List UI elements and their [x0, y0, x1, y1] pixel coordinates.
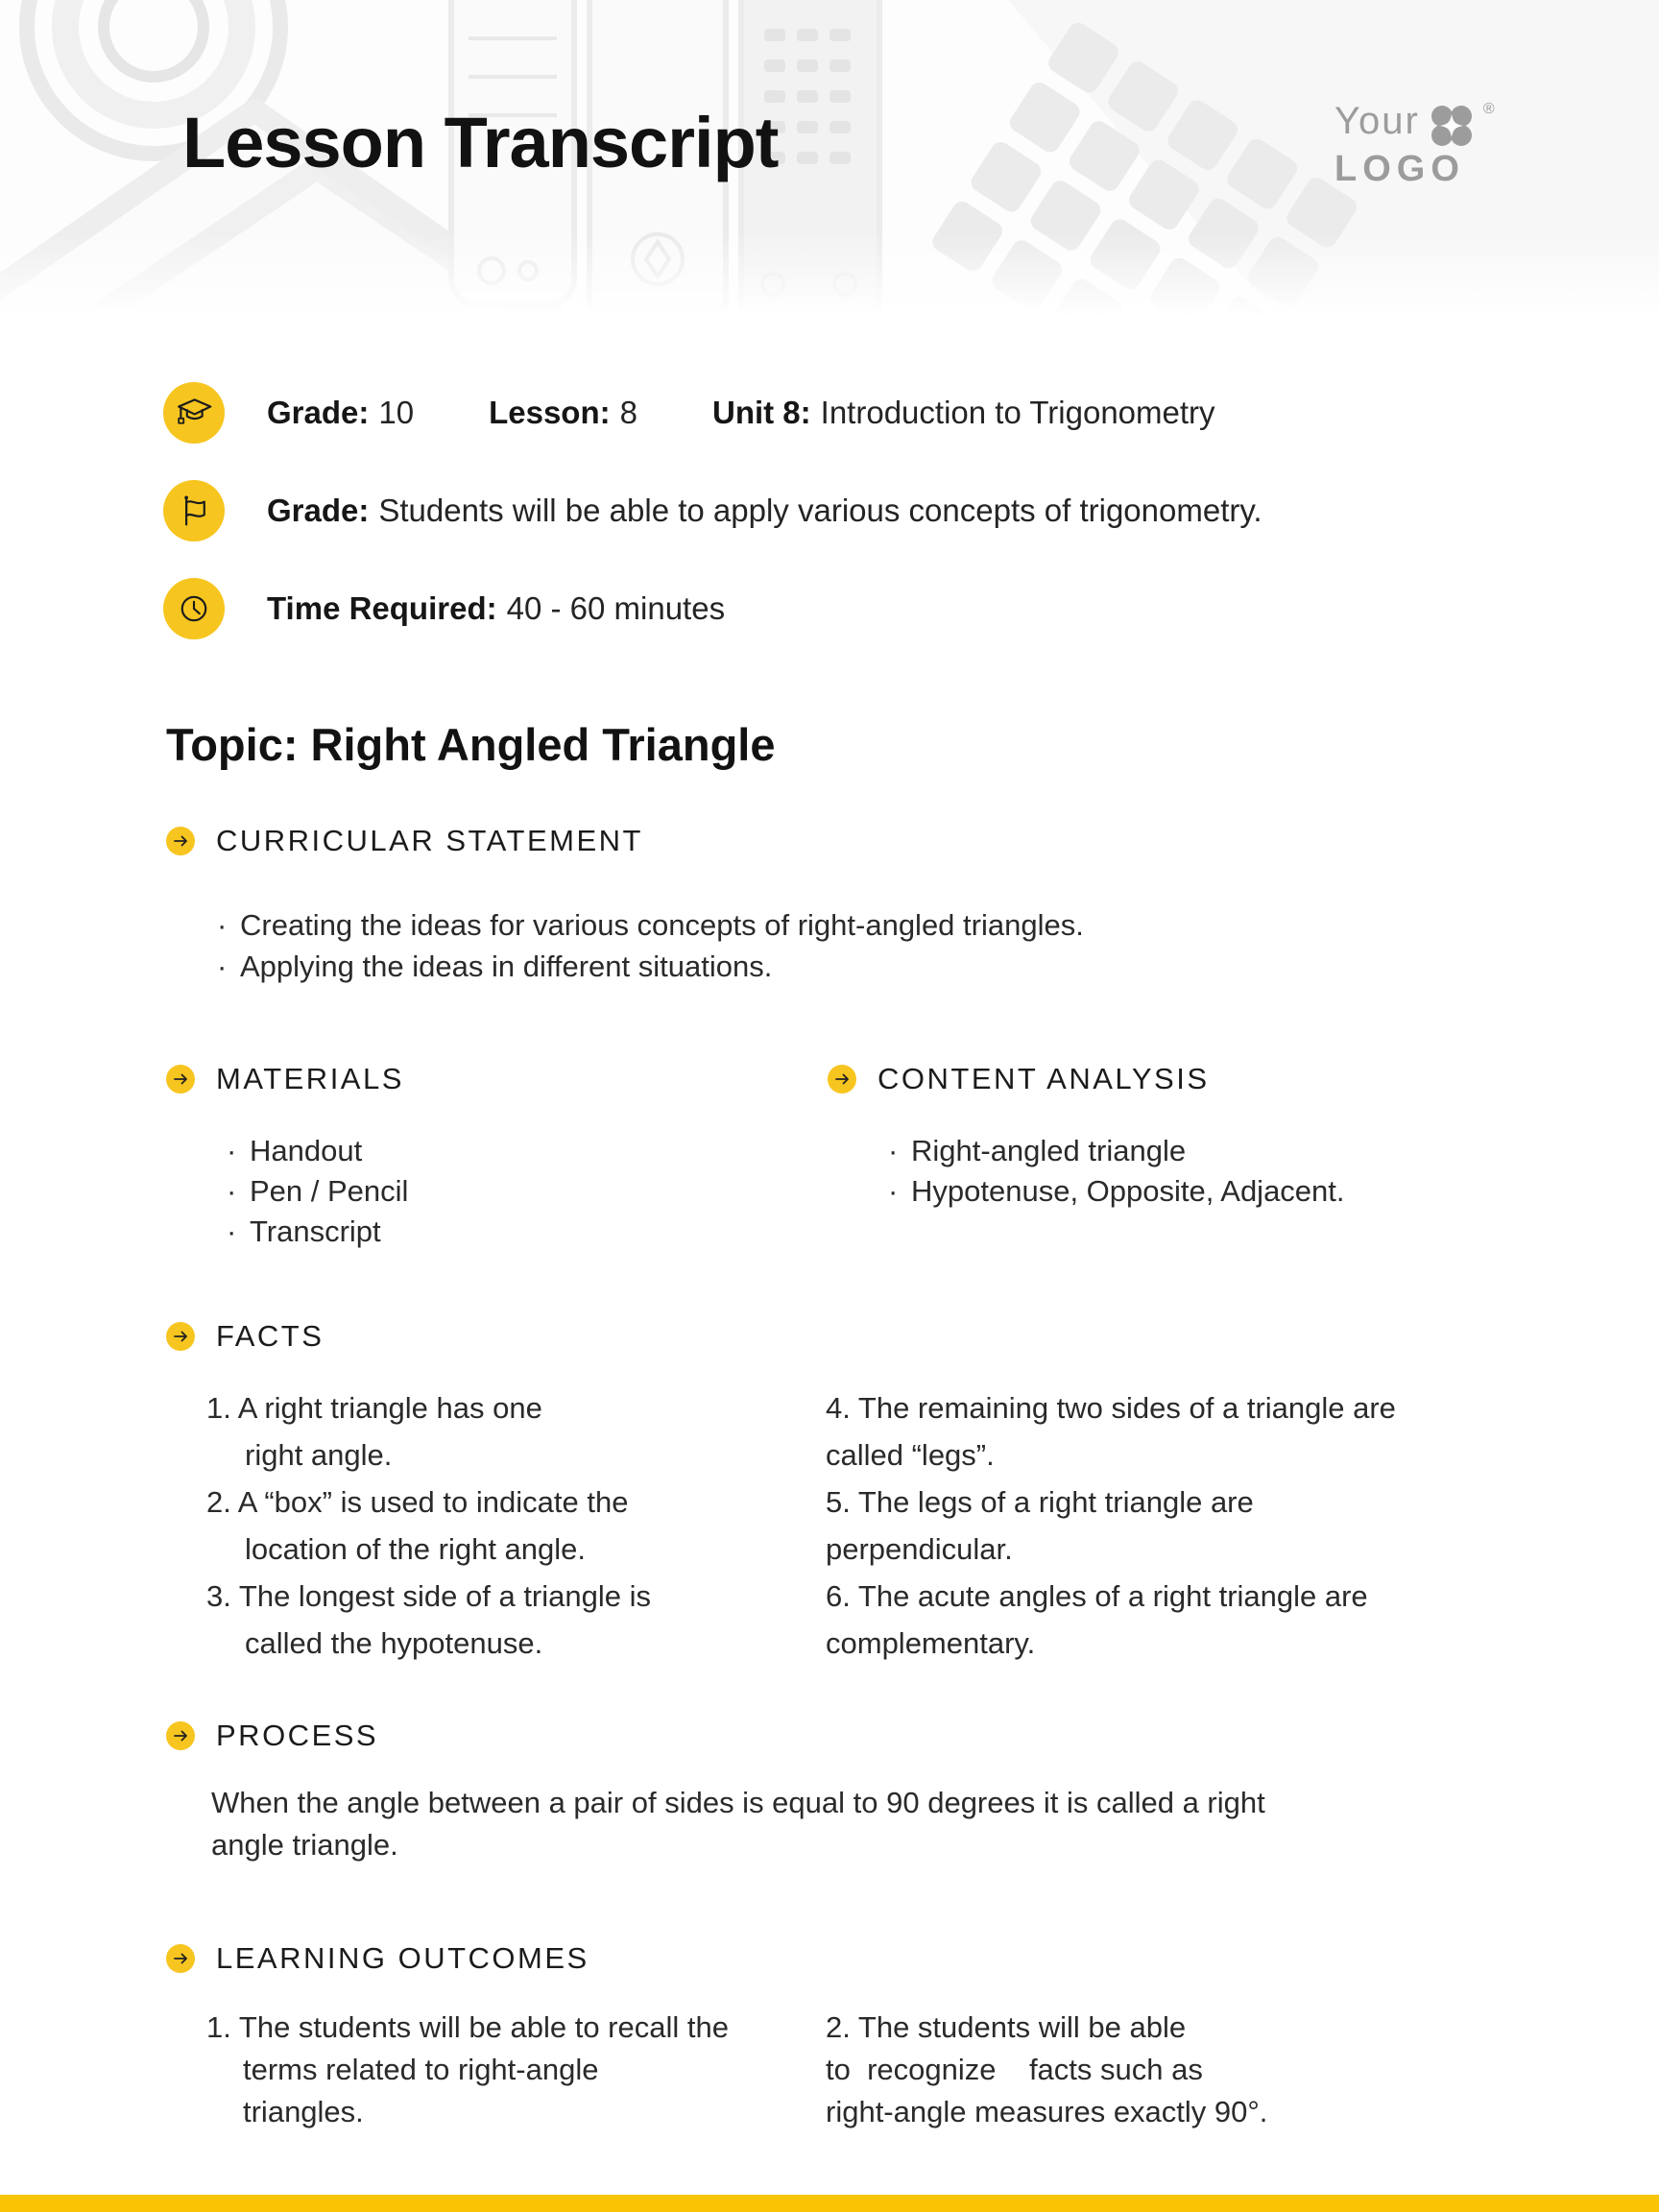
- fact-item-line: 5. The legs of a right triangle are: [826, 1485, 1254, 1519]
- list-item: [888, 1131, 1345, 1171]
- logo-word-logo: LOGO: [1334, 149, 1465, 189]
- meta-grade-label: Grade:: [267, 395, 370, 430]
- section-header-learning-outcomes: [166, 1943, 589, 1974]
- bullet-text: Handout: [250, 1134, 363, 1167]
- fact-item-line: 2. A “box” is used to indicate the: [206, 1485, 629, 1519]
- bullet-text: Pen / Pencil: [250, 1174, 409, 1208]
- materials-bullet-list: [227, 1131, 408, 1252]
- bullet-icon: ·: [227, 1134, 237, 1167]
- section-title: CONTENT ANALYSIS: [878, 1062, 1210, 1095]
- bullet-text: Hypotenuse, Opposite, Adjacent.: [911, 1174, 1345, 1208]
- meta-time: [267, 590, 725, 627]
- section-header-facts: [166, 1321, 324, 1352]
- meta-lesson-value: 8: [619, 395, 637, 430]
- section-title: FACTS: [216, 1319, 325, 1353]
- list-item: [227, 1171, 408, 1212]
- meta-goal-value: Students will be able to apply various concepts of trigonometry.: [378, 493, 1262, 528]
- logo-word-your: Your: [1334, 100, 1420, 142]
- facts-column-right: [826, 1384, 1396, 1667]
- fact-item-line: called “legs”.: [826, 1438, 995, 1472]
- flag-icon: [163, 480, 225, 541]
- meta-goal: [267, 493, 1262, 529]
- fact-item-line: perpendicular.: [826, 1532, 1013, 1566]
- fact-item-line: location of the right angle.: [245, 1532, 587, 1566]
- meta-time-value: 40 - 60 minutes: [506, 590, 726, 626]
- arrow-right-icon: [166, 827, 195, 855]
- section-header-process: [166, 1720, 378, 1751]
- paragraph-line: When the angle between a pair of sides is equal to 90 degrees it is called a right: [211, 1786, 1265, 1819]
- process-paragraph: [211, 1782, 1265, 1866]
- meta-lesson: [489, 395, 637, 431]
- list-item: [227, 1131, 408, 1171]
- graduation-cap-icon: [163, 382, 225, 444]
- bullet-text: Transcript: [250, 1214, 381, 1248]
- meta-unit-label: Unit 8:: [711, 395, 811, 430]
- bullet-icon: ·: [217, 908, 228, 942]
- bullet-text: Applying the ideas in different situations.: [240, 950, 773, 983]
- content-analysis-bullet-list: [888, 1131, 1345, 1212]
- meta-unit: [712, 395, 1215, 431]
- meta-unit-value: Introduction to Trigonometry: [820, 395, 1215, 430]
- list-item: [888, 1171, 1345, 1212]
- section-header-materials: [166, 1064, 404, 1094]
- learning-outcomes-column-right: [826, 2007, 1267, 2133]
- arrow-right-icon: [166, 1322, 195, 1351]
- section-title: LEARNING OUTCOMES: [216, 1941, 589, 1975]
- topic-heading: Topic: Right Angled Triangle: [166, 719, 776, 770]
- fact-item-line: 6. The acute angles of a right triangle are: [826, 1579, 1368, 1613]
- bullet-text: Right-angled triangle: [911, 1134, 1187, 1167]
- meta-row-time: [163, 578, 725, 639]
- list-item: [217, 904, 1084, 946]
- section-title: CURRICULAR STATEMENT: [216, 824, 643, 857]
- meta-lesson-label: Lesson:: [489, 395, 611, 430]
- fact-item-line: 1. A right triangle has one: [206, 1391, 542, 1425]
- arrow-right-icon: [166, 1944, 195, 1973]
- clock-icon: [163, 578, 225, 639]
- outcome-line: 2. The students will be able: [826, 2010, 1187, 2044]
- fact-item-line: called the hypotenuse.: [245, 1626, 543, 1660]
- paragraph-line: angle triangle.: [211, 1828, 398, 1862]
- meta-grade: [267, 395, 414, 431]
- fact-item-line: right angle.: [245, 1438, 393, 1472]
- bullet-icon: ·: [227, 1174, 237, 1208]
- facts-column-left: [206, 1384, 651, 1667]
- meta-text: [267, 590, 725, 627]
- section-title: MATERIALS: [216, 1062, 404, 1095]
- brand-logo: [1334, 102, 1565, 188]
- outcome-line: terms related to right-angle: [243, 2053, 599, 2086]
- outcome-line: 1. The students will be able to recall the: [206, 2010, 729, 2044]
- bottom-accent-bar: [0, 2195, 1659, 2212]
- list-item: [227, 1212, 408, 1252]
- learning-outcomes-column-left: [206, 2007, 729, 2133]
- fact-item-line: complementary.: [826, 1626, 1036, 1660]
- arrow-right-icon: [166, 1065, 195, 1094]
- bullet-icon: ·: [888, 1174, 899, 1208]
- bullet-icon: ·: [217, 950, 228, 983]
- logo-mark-icon: [1430, 104, 1474, 148]
- bullet-text: Creating the ideas for various concepts of right-angled triangles.: [240, 908, 1084, 942]
- curricular-bullet-list: [217, 904, 1084, 987]
- meta-row-goal: [163, 480, 1262, 541]
- section-header-curricular-statement: [166, 826, 643, 856]
- meta-goal-label: Grade:: [267, 493, 370, 528]
- page-title: Lesson Transcript: [182, 103, 779, 182]
- bullet-icon: ·: [888, 1134, 899, 1167]
- meta-time-label: Time Required:: [267, 590, 497, 626]
- fact-item-line: 3. The longest side of a triangle is: [206, 1579, 651, 1613]
- section-header-content-analysis: [828, 1064, 1210, 1094]
- meta-row-grade-lesson-unit: [163, 382, 1215, 444]
- fact-item-line: 4. The remaining two sides of a triangle are: [826, 1391, 1396, 1425]
- registered-trademark: ®: [1482, 101, 1495, 117]
- list-item: [217, 946, 1084, 987]
- section-title: PROCESS: [216, 1719, 379, 1752]
- bullet-icon: ·: [227, 1214, 237, 1248]
- outcome-line: to recognize facts such as: [826, 2053, 1203, 2086]
- arrow-right-icon: [166, 1721, 195, 1750]
- outcome-line: right-angle measures exactly 90°.: [826, 2095, 1268, 2128]
- meta-text: [267, 493, 1262, 529]
- meta-text: [267, 395, 1215, 431]
- meta-grade-value: 10: [378, 395, 415, 430]
- arrow-right-icon: [828, 1065, 856, 1094]
- outcome-line: triangles.: [243, 2095, 364, 2128]
